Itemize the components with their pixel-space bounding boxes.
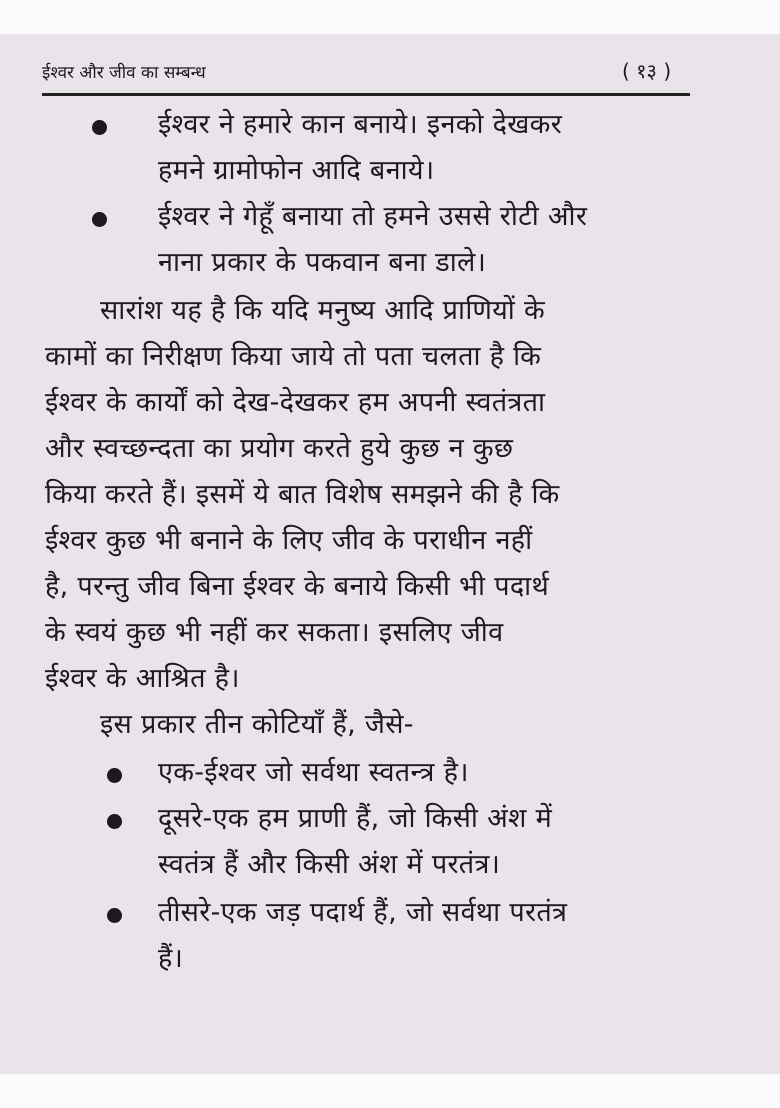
bullet-line: हमने ग्रामोफोन आदि बनाये। — [158, 155, 435, 186]
page-number: ( १३ ) — [622, 59, 672, 83]
paragraph-line: है, परन्तु जीव बिना ईश्वर के बनाये किसी भी पदार्थ — [45, 571, 550, 602]
paragraph-line: सारांश यह है कि यदि मनुष्य आदि प्राणियों के — [100, 295, 546, 326]
bullet-line: स्वतंत्र हैं और किसी अंश में परतंत्र। — [158, 849, 501, 880]
paragraph-line: ईश्वर के कार्यों को देख-देखकर हम अपनी स्वतंत्रता — [45, 387, 546, 418]
bullet-icon — [92, 120, 107, 135]
bullet-line: ईश्वर ने गेहूँ बनाया तो हमने उससे रोटी और — [158, 201, 588, 232]
paragraph-line: के स्वयं कुछ भी नहीं कर सकता। इसलिए जीव — [45, 617, 504, 648]
bullet-icon — [107, 814, 122, 829]
paragraph-line: और स्वच्छन्दता का प्रयोग करते हुये कुछ न कुछ — [45, 433, 514, 464]
bullet-line: दूसरे-एक हम प्राणी हैं, जो किसी अंश में — [158, 803, 553, 834]
running-header-title: ईश्वर और जीव का सम्बन्ध — [42, 63, 206, 83]
paragraph-line: ईश्वर के आश्रित है। — [45, 663, 240, 694]
header-rule — [42, 93, 690, 96]
bullet-icon — [107, 768, 122, 783]
bullet-icon — [92, 212, 107, 227]
bullet-line: नाना प्रकार के पकवान बना डाले। — [158, 247, 487, 278]
bullet-line: हैं। — [158, 943, 184, 974]
paragraph-line: ईश्वर कुछ भी बनाने के लिए जीव के पराधीन नहीं — [45, 525, 533, 556]
paragraph-line: कामों का निरीक्षण किया जाये तो पता चलता है कि — [45, 341, 542, 372]
bullet-line: तीसरे-एक जड़ पदार्थ हैं, जो सर्वथा परतंत्र — [158, 897, 568, 928]
paragraph-line: इस प्रकार तीन कोटियाँ हैं, जैसे- — [100, 709, 414, 740]
bullet-line: ईश्वर ने हमारे कान बनाये। इनको देखकर — [158, 109, 563, 140]
bullet-icon — [107, 908, 122, 923]
bullet-line: एक-ईश्वर जो सर्वथा स्वतन्त्र है। — [158, 757, 469, 788]
paragraph-line: किया करते हैं। इसमें ये बात विशेष समझने की है कि — [45, 479, 560, 510]
